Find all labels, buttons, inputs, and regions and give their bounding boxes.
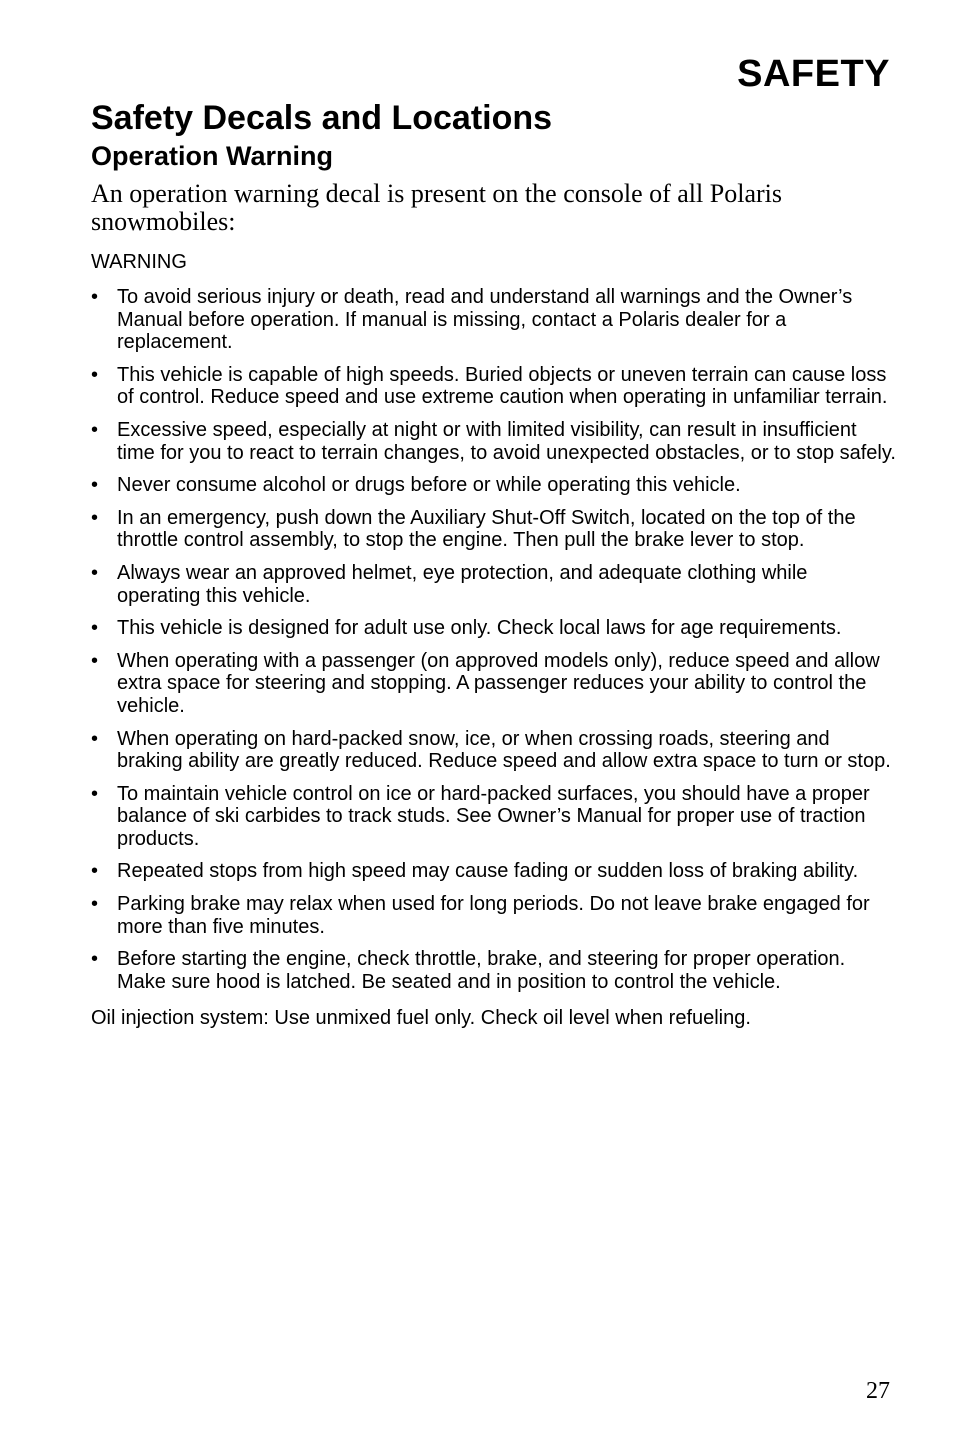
warning-item: • In an emergency, push down the Auxiliary Shut-Off Switch, located on the top of the throttle control assembly, to stop the engine. Then pull the brake lever to stop. (91, 507, 896, 552)
warning-item: • Parking brake may relax when used for long periods. Do not leave brake engaged for more than five minutes. (91, 893, 896, 938)
warning-list (91, 286, 896, 993)
warning-item: • To maintain vehicle control on ice or hard-packed surfaces, you should have a proper balance of ski carbides to track studs. See Owner’s Manual for proper use of traction products. (91, 783, 896, 851)
section-subtitle: Operation Warning (91, 141, 333, 171)
oil-injection-note: Oil injection system: Use unmixed fuel only. Check oil level when refueling. (91, 1007, 751, 1030)
page-title: Safety Decals and Locations (91, 99, 553, 137)
warning-item: • Never consume alcohol or drugs before or while operating this vehicle. (91, 474, 896, 497)
section-header: SAFETY (737, 53, 890, 95)
intro-paragraph: An operation warning decal is present on the console of all Polaris snowmobiles: (91, 179, 782, 236)
warning-item: • This vehicle is capable of high speeds. Buried objects or uneven terrain can cause loss of control. Reduce speed and use extreme caution when operating in unfamiliar terrain. (91, 364, 896, 409)
warning-item: • When operating with a passenger (on approved models only), reduce speed and allow extra space for steering and stopping. A passenger reduces your ability to control the vehicle. (91, 650, 896, 718)
warning-item: • This vehicle is designed for adult use only. Check local laws for age requirements. (91, 617, 896, 640)
page-number: 27 (866, 1378, 890, 1404)
warning-item: • When operating on hard-packed snow, ice, or when crossing roads, steering and braking ability are greatly reduced. Reduce speed and allow extra space to turn or stop. (91, 728, 896, 773)
warning-item: • Before starting the engine, check throttle, brake, and steering for proper operation. Make sure hood is latched. Be seated and in position to control the vehicle. (91, 948, 896, 993)
warning-label: WARNING (91, 251, 187, 273)
warning-item: • Repeated stops from high speed may cause fading or sudden loss of braking ability. (91, 860, 896, 883)
warning-item: • To avoid serious injury or death, read and understand all warnings and the Owner’s Manual before operation. If manual is missing, contact a Polaris dealer for a replacement. (91, 286, 896, 354)
warning-item: • Excessive speed, especially at night or with limited visibility, can result in insufficient time for you to react to terrain changes, to avoid unexpected obstacles, or to stop safely. (91, 419, 896, 464)
warning-item: • Always wear an approved helmet, eye protection, and adequate clothing while operating this vehicle. (91, 562, 896, 607)
page-content (91, 98, 896, 1030)
